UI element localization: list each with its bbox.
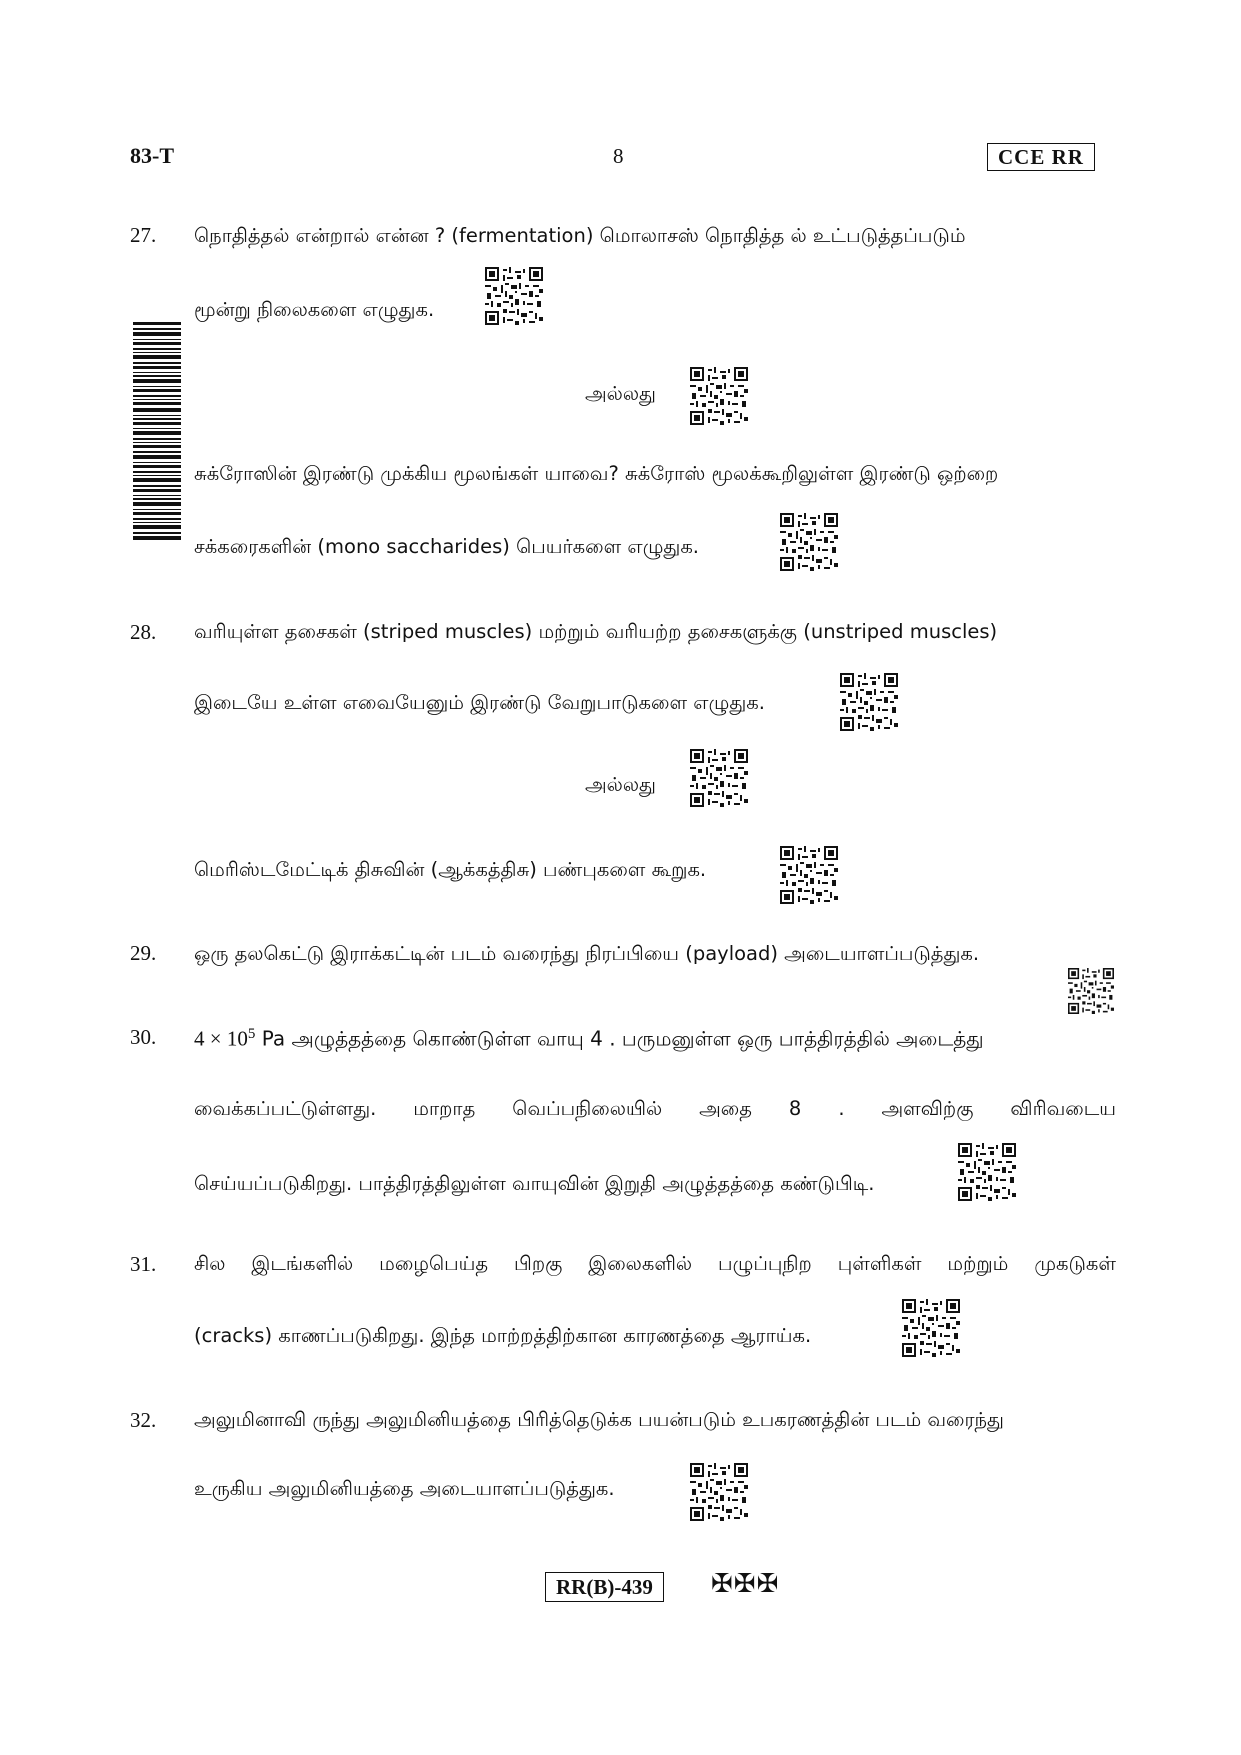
- qr-code-icon: [1068, 968, 1114, 1014]
- word: வெப்பநிலையில்: [512, 1097, 663, 1120]
- qr-code-icon: [780, 845, 838, 905]
- question-number: 32.: [130, 1408, 157, 1432]
- question-text-rest: Pa அழுத்தத்தை கொண்டுள்ள வாயு 4 . பருமனுள்ள ஒரு பாத்திரத்தில் அடைத்து: [255, 1026, 984, 1051]
- question-number: 28.: [130, 620, 157, 644]
- question-number: 27.: [130, 223, 157, 247]
- question-text: மூன்று நிலைகளை எழுதுக.: [194, 298, 435, 321]
- ornament-icon: ✠✠✠: [711, 1569, 780, 1599]
- question-text: ஒரு தலகெட்டு இராக்கட்டின் படம் வரைந்து நிரப்பியை (payload) அடையாளப்படுத்துக.: [194, 942, 980, 965]
- question-text: [194, 1250, 1116, 1278]
- or-separator: அல்லது: [585, 382, 656, 405]
- word: மழைபெய்த: [379, 1252, 489, 1275]
- word: இடங்களில்: [251, 1252, 354, 1275]
- qr-code-icon: [840, 672, 898, 732]
- qr-code-icon: [690, 366, 748, 426]
- qr-code-icon: [902, 1298, 960, 1358]
- qr-code-icon: [780, 512, 838, 572]
- word: அதை: [699, 1097, 752, 1120]
- word: பிறகு: [514, 1252, 563, 1275]
- question-text: இடையே உள்ள எவையேனும் இரண்டு வேறுபாடுகளை எழுதுக.: [194, 691, 765, 714]
- qr-code-icon: [485, 266, 543, 326]
- question-text: செய்யப்படுகிறது. பாத்திரத்திலுள்ள வாயுவின் இறுதி அழுத்தத்தை கண்டுபிடி.: [194, 1172, 875, 1195]
- word: 8: [788, 1097, 802, 1120]
- word: வைக்கப்பட்டுள்ளது.: [194, 1097, 377, 1120]
- qr-code-icon: [690, 1462, 748, 1522]
- word: பழுப்புநிற: [718, 1252, 812, 1275]
- word: மாறாத: [413, 1097, 476, 1120]
- word: .: [838, 1097, 845, 1120]
- word: இலைகளில்: [588, 1252, 693, 1275]
- series-badge: CCE RR: [987, 143, 1095, 171]
- question-text: மெரிஸ்டமேட்டிக் திசுவின் (ஆக்கத்திசு) பண்புகளை கூறுக.: [194, 858, 707, 881]
- question-text: சுக்ரோஸின் இரண்டு முக்கிய மூலங்கள் யாவை? சுக்ரோஸ் மூலக்கூறிலுள்ள இரண்டு ஒற்றை: [194, 462, 999, 485]
- or-separator: அல்லது: [585, 773, 656, 796]
- page-number: 8: [613, 144, 624, 168]
- footer-code: RR(B)-439: [545, 1572, 664, 1602]
- word: முகடுகள்: [1034, 1252, 1116, 1275]
- word: விரிவடைய: [1010, 1097, 1116, 1120]
- question-text: (cracks) காணப்படுகிறது. இந்த மாற்றத்திற்கான காரணத்தை ஆராய்க.: [194, 1324, 812, 1347]
- question-text: [194, 1020, 1116, 1053]
- word: புள்ளிகள்: [837, 1252, 922, 1275]
- formula: 4 × 10: [194, 1026, 248, 1051]
- question-text: அலுமினாவி ருந்து அலுமினியத்தை பிரித்தெடுக்க பயன்படும் உபகரணத்தின் படம் வரைந்து: [194, 1408, 1004, 1431]
- word: சில: [194, 1252, 226, 1275]
- word: மற்றும்: [947, 1252, 1009, 1275]
- question-text: [194, 1095, 1116, 1123]
- question-number: 30.: [130, 1025, 157, 1049]
- paper-code: 83-T: [130, 143, 174, 168]
- question-text: உருகிய அலுமினியத்தை அடையாளப்படுத்துக.: [194, 1477, 615, 1500]
- barcode-icon: [133, 322, 181, 540]
- word: அளவிற்கு: [881, 1097, 974, 1120]
- qr-code-icon: [958, 1142, 1016, 1202]
- qr-code-icon: [690, 748, 748, 808]
- question-number: 31.: [130, 1252, 157, 1276]
- formula-exponent: 5: [247, 1026, 256, 1042]
- question-text: நொதித்தல் என்றால் என்ன ? (fermentation) மொலாசஸ் நொதித்த ல் உட்படுத்தப்படும்: [194, 224, 966, 247]
- question-number: 29.: [130, 941, 157, 965]
- question-text: வரியுள்ள தசைகள் (striped muscles) மற்றும் வரியற்ற தசைகளுக்கு (unstriped muscles): [194, 620, 998, 643]
- question-text: சக்கரைகளின் (mono saccharides) பெயர்களை எழுதுக.: [194, 535, 700, 558]
